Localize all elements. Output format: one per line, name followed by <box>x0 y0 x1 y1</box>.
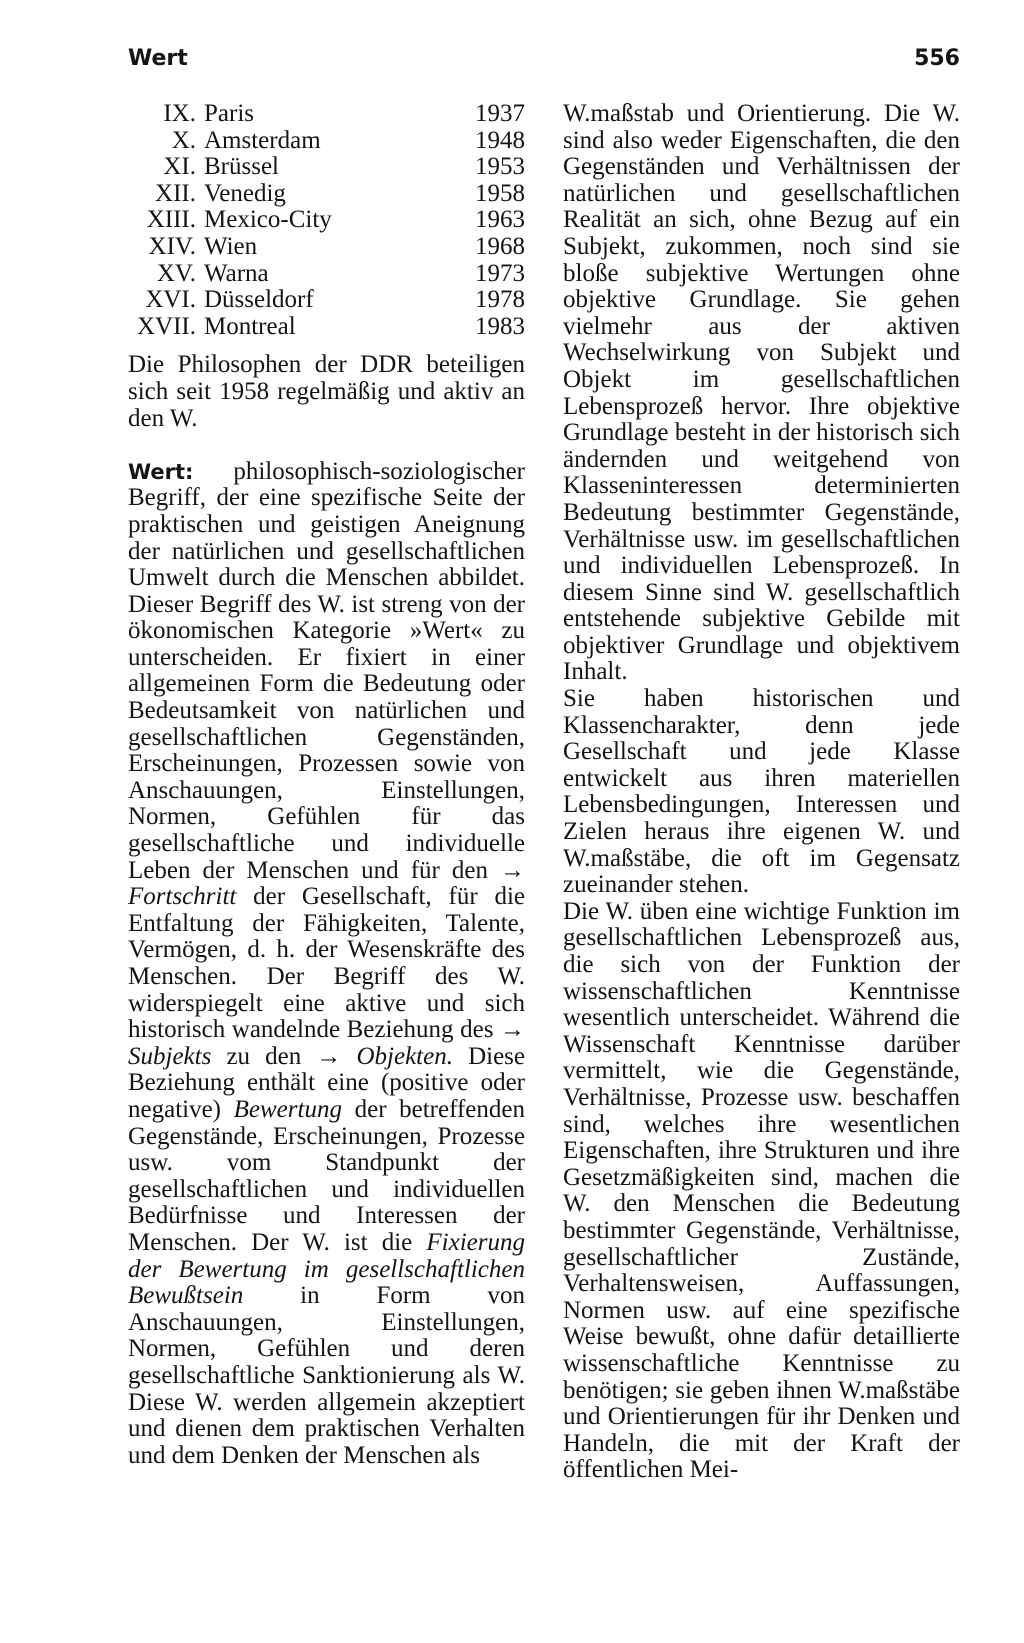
congress-row <box>128 181 525 208</box>
body-paragraph <box>563 899 960 1484</box>
congress-number: XIV. <box>148 232 196 260</box>
congress-year: 1953 <box>475 153 525 181</box>
congress-row <box>128 154 525 181</box>
congress-year: 1958 <box>475 179 525 207</box>
congress-year: 1973 <box>475 259 525 287</box>
congress-number: IX. <box>163 100 196 127</box>
congress-row <box>128 314 525 341</box>
congress-city: Venedig <box>204 179 286 207</box>
congress-number: XII. <box>155 179 196 207</box>
text-run: der betreffenden Gegenstände, Erscheinungen, Prozesse usw. vom Standpunkt der gesellschaftlichen und individuellen Bedürfnisse und Interessen der Menschen. Der W. ist die <box>128 1095 525 1256</box>
congress-city: Paris <box>204 100 254 127</box>
congress-number: XI. <box>163 153 196 181</box>
text-run: Die Philosophen der DDR beteiligen sich seit 1958 regelmäßig und aktiv an den W. <box>128 351 525 432</box>
running-header <box>128 46 960 71</box>
left-column <box>128 101 525 1469</box>
body-paragraph <box>128 352 525 432</box>
body-paragraph <box>128 459 525 1470</box>
congress-city: Amsterdam <box>204 126 321 154</box>
congress-city: Warna <box>204 259 269 287</box>
congress-row <box>128 128 525 155</box>
congress-city: Mexico-City <box>204 206 332 234</box>
header-title: Wert <box>128 46 188 71</box>
cross-reference: → Objekten. <box>316 1042 453 1070</box>
congress-year: 1963 <box>475 206 525 234</box>
text-run: in Form von Anschauungen, Einstellungen, Normen, Gefühlen und deren gesellschaftliche Sanktionierung als W. Diese W. werden allgemein akzeptiert und dienen dem praktischen Verhalten und dem Denken der Menschen als <box>128 1282 525 1469</box>
congress-year: 1948 <box>475 126 525 154</box>
congress-number: XV. <box>156 259 196 287</box>
entry-term: Wert: <box>128 459 194 484</box>
cross-reference: Fixierung der Bewertung im gesellschaftlichen Bewußtsein <box>128 1228 525 1310</box>
congress-row <box>128 261 525 288</box>
congress-year: 1983 <box>475 312 525 340</box>
right-column <box>563 101 960 1484</box>
congress-row <box>128 234 525 261</box>
text-run: Sie haben historischen und Klassencharakter, denn jede Gesellschaft und jede Klasse entwickelt aus ihren materiellen Lebensbedingungen, Interessen und Zielen heraus ihre eigenen W. und W.maßstäbe, die oft im Gegensatz zueinander stehen. <box>563 685 960 899</box>
congress-row <box>128 207 525 234</box>
body-paragraph <box>563 686 960 899</box>
congress-list <box>128 101 525 340</box>
paragraph-gap <box>128 432 525 459</box>
text-run: der Gesellschaft, für die Entfaltung der Fähigkeiten, Talente, Vermögen, d. h. der Wesenskräfte des Menschen. Der Begriff des W. widerspiegelt eine aktive und sich historisch wandelnde Beziehung des <box>128 883 525 1044</box>
text-run: Diese Beziehung enthält eine (positive oder negative) <box>128 1042 526 1123</box>
text-run: zu den <box>211 1042 317 1070</box>
congress-number: XVI. <box>145 286 196 314</box>
congress-year: 1978 <box>475 286 525 314</box>
congress-number: X. <box>171 126 196 154</box>
congress-year: 1937 <box>475 100 525 127</box>
congress-row <box>128 101 525 128</box>
congress-row <box>128 287 525 314</box>
congress-number: XIII. <box>146 206 196 234</box>
congress-city: Brüssel <box>204 153 279 181</box>
congress-year: 1968 <box>475 232 525 260</box>
congress-city: Wien <box>204 232 258 260</box>
text-run: W.maßstab und Orientierung. Die W. sind also weder Eigenschaften, die den Gegenständen und Verhältnissen der natürlichen und gesellschaftlichen Realität an sich, ohne Bezug auf ein Subjekt, zukommen, noch sind sie bloße subjektive Wertungen ohne objektive Grundlage. Sie gehen vielmehr aus der aktiven Wechselwirkung von Subjekt und Objekt im gesellschaftlichen Lebensprozeß hervor. Ihre objektive Grundlage besteht in der historisch sich ändernden und weitgehend von Klasseninteressen determinierten Bedeutung bestimmter Gegenstände, Verhältnisse usw. im gesellschaftlichen und individuellen Lebensprozeß. In diesem Sinne sind W. gesellschaftlich entstehende subjektive Gebilde mit objektiver Grundlage und objektivem Inhalt. <box>563 100 960 686</box>
page-number: 556 <box>914 46 960 71</box>
congress-number: XVII. <box>136 312 196 340</box>
text-run: Die W. üben eine wichtige Funktion im gesellschaftlichen Lebensprozeß aus, die sich von der Funktion der wissenschaftlichen Kenntnisse wesentlich unterscheidet. Während die Wissenschaft Kenntnisse darüber vermittelt, wie die Gegenstände, Verhältnisse, Prozesse usw. beschaffen sind, welches ihre wesentlichen Eigenschaften, ihre Strukturen und ihre Gesetzmäßigkeiten sind, machen die W. den Menschen die Bedeutung bestimmter Gegenstände, Verhältnisse, gesellschaftlicher Zustände, Verhaltensweisen, Auffassungen, Normen usw. auf eine spezifische Weise bewußt, ohne dafür detaillierte wissenschaftliche Kenntnisse zu benötigen; sie geben ihnen W.maßstäbe und Orientierungen für ihr Denken und Handeln, die mit der Kraft der öffentlichen Mei- <box>563 897 960 1484</box>
congress-city: Düsseldorf <box>204 286 314 314</box>
congress-city: Montreal <box>204 312 296 340</box>
text-run: philosophisch-soziologischer Begriff, der eine spezifische Seite der praktischen und geistigen Aneignung der natürlichen und gesellschaftlichen Umwelt durch die Menschen abbildet. Dieser Begriff des W. ist streng von der ökonomischen Kategorie »Wert« zu unterscheiden. Er fixiert in einer allgemeinen Form die Bedeutung oder Bedeutsamkeit von natürlichen und gesellschaftlichen Gegenständen, Erscheinungen, Prozessen sowie von Anschauungen, Einstellungen, Normen, Gefühlen für das gesellschaftliche und individuelle Leben der Menschen und für den <box>128 457 525 884</box>
cross-reference: → Subjekts <box>128 1016 525 1070</box>
cross-reference: Bewertung <box>233 1095 342 1123</box>
cross-reference: → Fortschritt <box>128 856 525 911</box>
body-paragraph <box>563 101 960 686</box>
